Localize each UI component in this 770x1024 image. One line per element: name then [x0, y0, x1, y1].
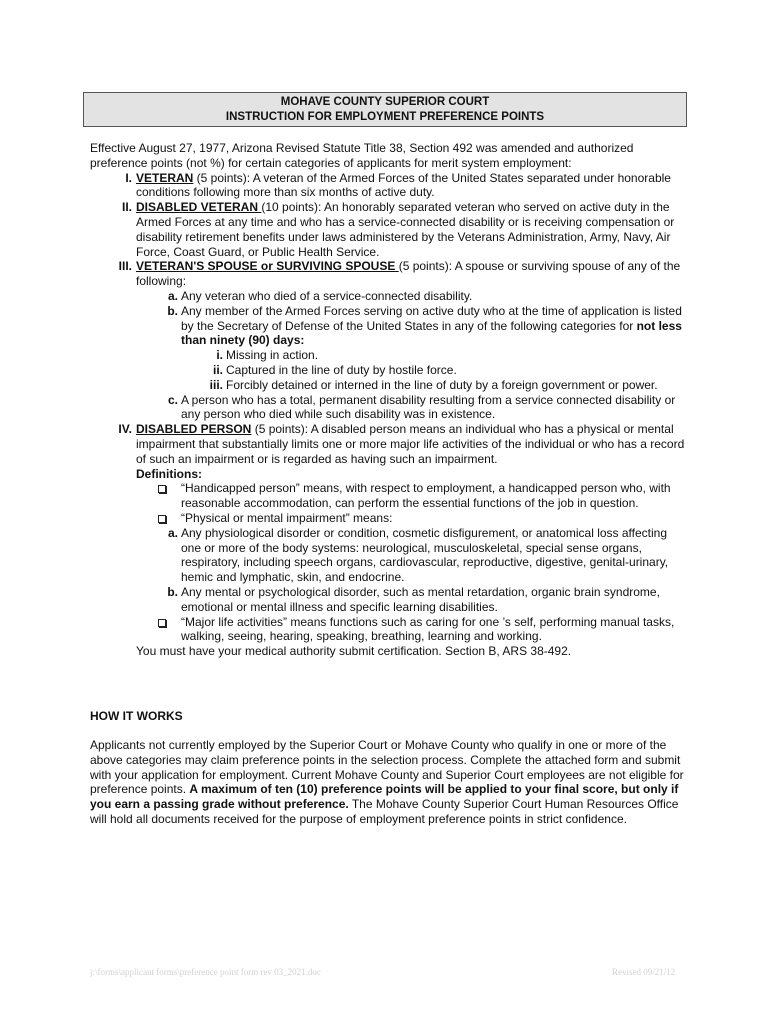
instruction-title: INSTRUCTION FOR EMPLOYMENT PREFERENCE POINTS [225, 111, 545, 123]
checkbox-bullet-icon [158, 619, 166, 627]
item-roman: i. [216, 348, 223, 363]
list-item [90, 378, 690, 393]
section-title: VETERAN [136, 170, 194, 185]
list-item [90, 585, 690, 615]
body-text [90, 141, 690, 659]
how-it-works-heading: HOW IT WORKS [90, 709, 183, 723]
footer-file-path: j:\forms\applicant forms\preference point form rev 03_2021.doc [90, 967, 321, 977]
item-text: “Physical or mental impairment” means: [181, 510, 393, 525]
item-roman: ii. [212, 362, 223, 377]
item-text: Any member of the Armed Forces serving on active duty who at the time of application is listed by the Secretary of Defense of the United States in any of the following categories for [181, 303, 682, 333]
item-text: Any veteran who died of a service-connected disability. [181, 288, 473, 303]
section-text: (5 points): A disabled person means an individual who has a physical or mental impairment that substantially limits one or more major life activities of the individual or who has a record of such an impairment or is regarded as having such an impairment. [136, 422, 685, 466]
section-veteran [90, 171, 690, 201]
intro-paragraph: Effective August 27, 1977, Arizona Revised Statute Title 38, Section 492 was amended and authorized preference points (not %) for certain categories of applicants for merit system employment: [90, 141, 634, 170]
how-bold-text: A maximum of ten (10) preference points will be applied to your final score, but only if you earn a passing grade without preference. [90, 782, 679, 812]
item-text: Forcibly detained or interned in the line of duty by a foreign government or power. [226, 377, 658, 392]
list-item [90, 481, 690, 511]
item-text: Missing in action. [226, 348, 319, 363]
item-text: Captured in the line of duty by hostile force. [226, 362, 457, 377]
how-text-2: The Mohave County Superior Court Human Resources Office will hold all documents received for the purpose of employment preference points in strict confidence. [90, 797, 679, 826]
list-item [90, 348, 690, 363]
section-disabled-person [90, 422, 690, 466]
section-text: (5 points): A veteran of the Armed Forces of the United States separated under honorable conditions following more than six months of active duty. [136, 170, 671, 200]
section-number: I. [125, 170, 132, 185]
list-item [90, 615, 690, 645]
court-title: MOHAVE COUNTY SUPERIOR COURT [280, 96, 490, 108]
item-roman: iii. [209, 377, 223, 392]
how-text-1: Applicants not currently employed by the Superior Court or Mohave County who qualify in one or more of the above categories may claim preference points in the selection process. Complete the attached form and submit with your application for employment. Current Mohave County and Superior Court employees are not eligible for preference points. [90, 738, 684, 797]
section-veterans-spouse [90, 259, 690, 289]
item-letter: a. [167, 525, 178, 540]
definitions-label: Definitions: [136, 466, 202, 481]
item-text: “Major life activities” means functions such as caring for one ’s self, performing manual tasks, walking, seeing, hearing, speaking, breathing, learning and working. [181, 614, 675, 644]
item-letter: b. [167, 303, 178, 318]
how-it-works-paragraph [90, 738, 690, 827]
closing-note: You must have your medical authority submit certification. Section B, ARS 38-492. [136, 644, 572, 659]
section-title: VETERAN'S SPOUSE or SURVIVING SPOUSE [136, 259, 399, 274]
checkbox-bullet-icon [158, 485, 166, 493]
section-disabled-veteran [90, 200, 690, 259]
item-text: Any physiological disorder or condition, cosmetic disfigurement, or anatomical loss affecting one or more of the body systems: neurological, musculoskeletal, special sense organs, respiratory, including speech organs, cardiovascular, reproductive, digestive, genital-urinary, hemic and lymphatic, skin, and endocrine. [181, 525, 669, 585]
checkbox-bullet-icon [158, 515, 166, 523]
item-text: A person who has a total, permanent disability resulting from a service connected disability or any person who died while such disability was in existence. [181, 392, 676, 422]
item-bold-text: not less than ninety (90) days: [181, 318, 682, 348]
footer-revised-date: Revised 09/21/12 [612, 967, 676, 977]
item-text: Any mental or psychological disorder, such as mental retardation, organic brain syndrome, emotional or mental illness and specific learning disabilities. [181, 584, 660, 614]
item-text: “Handicapped person” means, with respect to employment, a handicapped person who, with reasonable accommodation, can perform the essential functions of the job in question. [181, 481, 671, 511]
section-number: II. [121, 200, 132, 215]
section-title: DISABLED VETERAN [136, 200, 262, 215]
list-item [90, 363, 690, 378]
list-item [90, 526, 690, 585]
item-letter: c. [167, 392, 178, 407]
list-item [90, 304, 690, 348]
list-item [90, 393, 690, 423]
section-title: DISABLED PERSON [136, 422, 252, 437]
item-letter: a. [167, 288, 178, 303]
title-box [83, 92, 687, 127]
section-number: IV. [118, 422, 132, 437]
list-item [90, 511, 690, 526]
section-text: (5 points): A spouse or surviving spouse of any of the following: [136, 259, 681, 289]
section-number: III. [118, 259, 132, 274]
list-item [90, 289, 690, 304]
item-letter: b. [167, 584, 178, 599]
section-text: (10 points): An honorably separated veteran who served on active duty in the Armed Forces at any time and who has a service-connected disability or is receiving compensation or disability retirement benefits under laws administered by the Veterans Administration, Army, Navy, Air Force, Coast Guard, or Public Health Service. [136, 200, 675, 259]
